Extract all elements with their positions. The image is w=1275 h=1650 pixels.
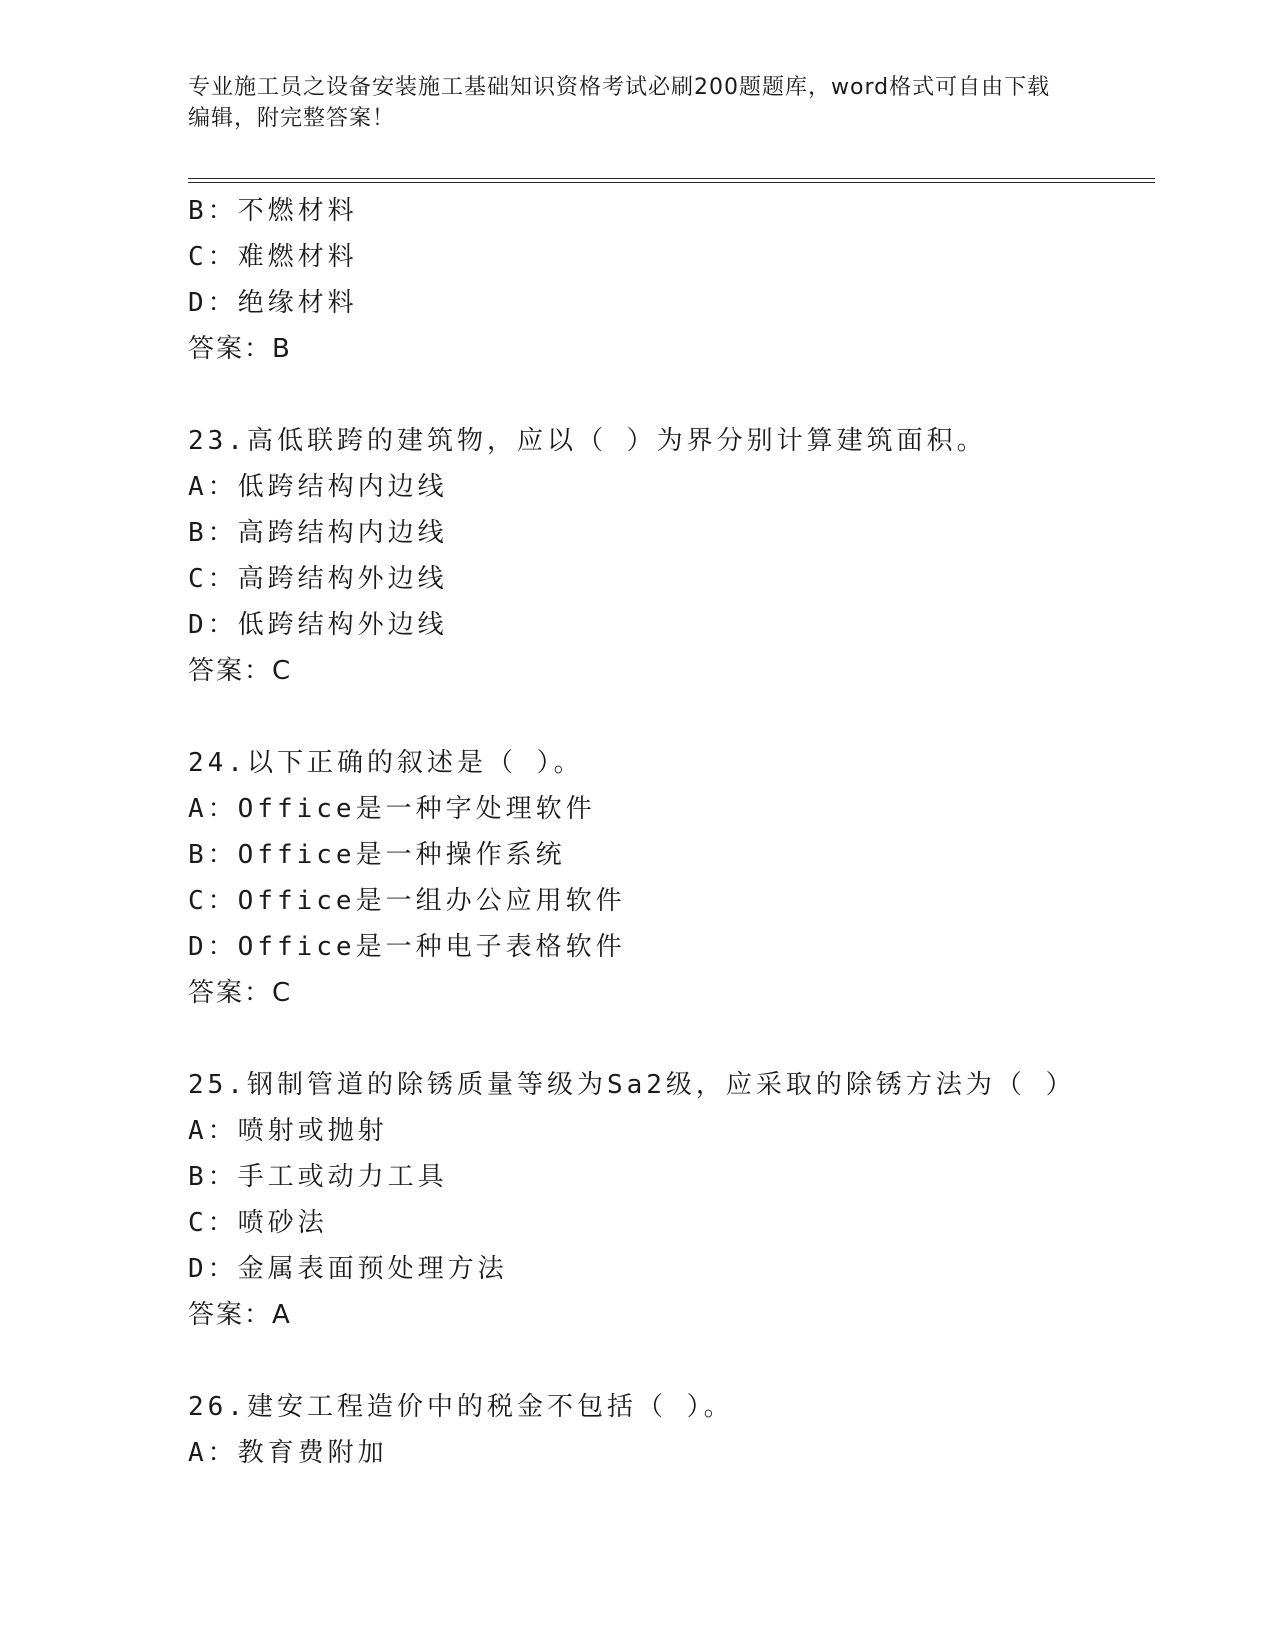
answer: 答案：C <box>188 656 293 686</box>
option-c: C：喷砂法 <box>188 1208 328 1238</box>
question-stem: 26.建安工程造价中的税金不包括（ ）。 <box>188 1392 734 1422</box>
option-c: C：难燃材料 <box>188 242 358 272</box>
option-c: C：Office是一组办公应用软件 <box>188 886 626 916</box>
question-24 <box>188 740 1148 1016</box>
answer: 答案：B <box>188 334 292 364</box>
question-stem: 23.高低联跨的建筑物，应以（ ）为界分别计算建筑面积。 <box>188 426 987 456</box>
option-a: A：教育费附加 <box>188 1438 388 1468</box>
question-stem: 25.钢制管道的除锈质量等级为Sa2级，应采取的除锈方法为（ ） <box>188 1070 1076 1100</box>
question-stem: 24.以下正确的叙述是（ ）。 <box>188 748 584 778</box>
option-d: D：低跨结构外边线 <box>188 610 448 640</box>
option-b: B：手工或动力工具 <box>188 1162 448 1192</box>
option-b: B：高跨结构内边线 <box>188 518 448 548</box>
question-26 <box>188 1384 1148 1476</box>
question-25 <box>188 1062 1148 1338</box>
option-a: A：Office是一种字处理软件 <box>188 794 596 824</box>
question-23 <box>188 418 1148 694</box>
option-d: D：绝缘材料 <box>188 288 358 318</box>
document-header <box>188 72 1068 134</box>
option-a: A：低跨结构内边线 <box>188 472 448 502</box>
header-divider <box>188 178 1155 183</box>
option-b: B：不燃材料 <box>188 196 358 226</box>
header-title: 专业施工员之设备安装施工基础知识资格考试必刷200题题库，word格式可自由下载编辑，附完整答案！ <box>188 75 1051 131</box>
question-22-tail <box>188 188 1148 372</box>
option-b: B：Office是一种操作系统 <box>188 840 566 870</box>
option-d: D：Office是一种电子表格软件 <box>188 932 626 962</box>
option-a: A：喷射或抛射 <box>188 1116 388 1146</box>
question-list <box>188 188 1148 1476</box>
option-d: D：金属表面预处理方法 <box>188 1254 508 1284</box>
answer: 答案：C <box>188 978 293 1008</box>
option-c: C：高跨结构外边线 <box>188 564 448 594</box>
answer: 答案：A <box>188 1300 292 1330</box>
